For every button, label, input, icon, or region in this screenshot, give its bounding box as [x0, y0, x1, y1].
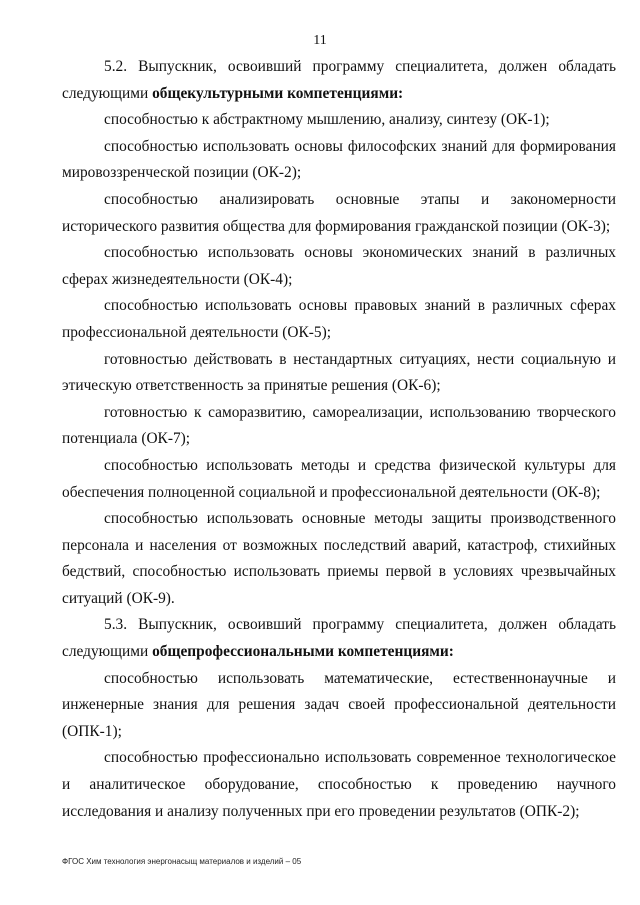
document-body — [62, 54, 616, 825]
competency-item: готовностью к саморазвитию, самореализации, использованию творческого потенциала (ОК-7); — [62, 403, 616, 448]
competency-item: способностью использовать основы экономических знаний в различных сферах жизнедеятельности (ОК-4); — [62, 244, 616, 288]
page-number: 11 — [313, 33, 327, 48]
section-intro-5-2 — [62, 54, 616, 107]
competency-item: способностью использовать основные методы защиты производственного персонала и населения от возможных последствий аварий, катастроф, стихийных бедствий, способностью использовать приемы первой в условиях чрезвычайных ситуаций (ОК-9). — [62, 510, 616, 607]
section-intro-5-3 — [62, 612, 616, 665]
competency-item: способностью использовать методы и средства физической культуры для обеспечения полноценной социальной и профессиональной деятельности (ОК-8); — [62, 456, 616, 501]
competency-item: способностью использовать математические, естественнонаучные и инженерные знания для решения задач своей профессиональной деятельности (ОПК-1); — [62, 669, 616, 740]
competency-item: способностью использовать основы философских знаний для формирования мировоззренческой позиции (ОК-2); — [62, 137, 616, 182]
competency-item: способностью к абстрактному мышлению, анализу, синтезу (ОК-1); — [104, 111, 550, 129]
section-intro-text: 5.2. Выпускник, освоивший программу специалитета, должен обладать следующими — [62, 58, 616, 102]
competency-item: способностью использовать основы правовых знаний в различных сферах профессиональной деятельности (ОК-5); — [62, 297, 616, 341]
competency-item: готовностью действовать в нестандартных ситуациях, нести социальную и этическую ответственность за принятые решения (ОК-6); — [62, 350, 616, 395]
page-footer: ФГОС Хим технология энергонасыщ материалов и изделий – 05 — [62, 857, 302, 866]
competency-item: способностью анализировать основные этапы и закономерности исторического развития общества для формирования гражданской позиции (ОК-3); — [62, 190, 616, 235]
section-intro-text: 5.3. Выпускник, освоивший программу специалитета, должен обладать следующими — [62, 616, 616, 661]
competency-item: способностью профессионально использовать современное технологическое и аналитическое оборудование, способностью к проведению научного исследования и анализу полученных при его проведении результатов (ОПК-2); — [62, 749, 616, 820]
section-intro-bold: общекультурными компетенциями: — [152, 84, 404, 102]
section-intro-bold: общепрофессиональными компетенциями: — [152, 643, 454, 661]
